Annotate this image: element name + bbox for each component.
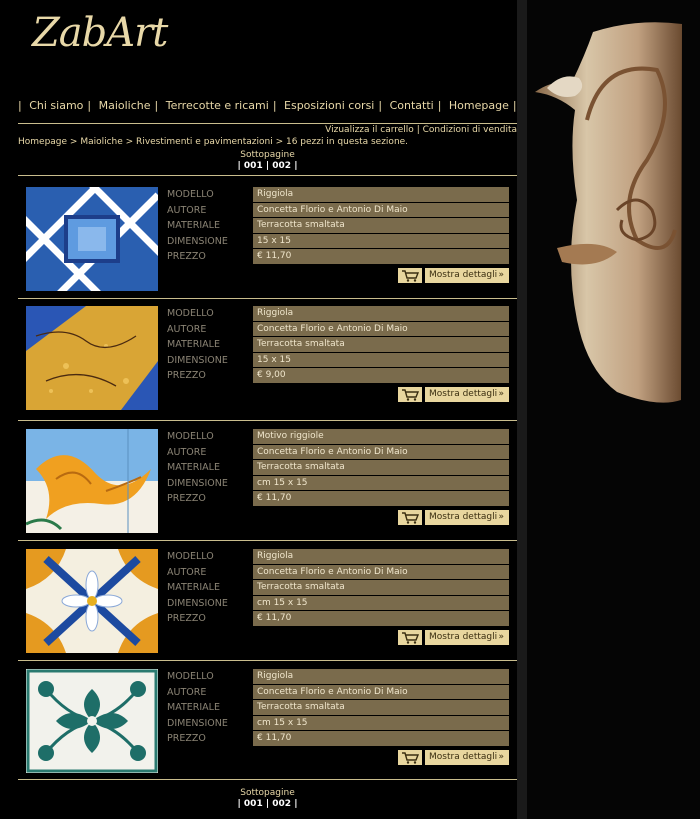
product-actions bbox=[398, 268, 509, 283]
product-actions bbox=[398, 630, 509, 645]
product-image[interactable] bbox=[26, 429, 158, 533]
value-prezzo: € 9,00 bbox=[253, 368, 509, 383]
ceramic-sculpture-image bbox=[517, 0, 700, 819]
label-materiale: MATERIALE bbox=[167, 339, 220, 351]
cart-icon bbox=[398, 750, 422, 765]
page-link-002[interactable]: 002 bbox=[272, 799, 292, 809]
breadcrumb: Homepage > Maioliche > Rivestimenti e pavimentazioni > 16 pezzi in questa sezione. bbox=[18, 137, 409, 147]
field-values bbox=[253, 187, 509, 265]
product-item bbox=[26, 187, 510, 293]
divider bbox=[18, 779, 517, 780]
value-autore: Concetta Florio e Antonio Di Maio bbox=[253, 685, 509, 700]
divider bbox=[18, 420, 517, 421]
left-margin bbox=[0, 0, 18, 819]
site-logo[interactable]: ZabArt bbox=[32, 10, 168, 56]
nav-esposizioni[interactable]: Esposizioni corsi bbox=[284, 99, 375, 112]
cart-icon bbox=[398, 387, 422, 402]
product-actions bbox=[398, 387, 509, 402]
show-details-button[interactable]: Mostra dettagli » bbox=[425, 630, 509, 645]
product-image[interactable] bbox=[26, 669, 158, 773]
divider bbox=[18, 660, 517, 661]
label-autore: AUTORE bbox=[167, 686, 207, 698]
value-autore: Concetta Florio e Antonio Di Maio bbox=[253, 203, 509, 218]
cart-icon bbox=[398, 510, 422, 525]
product-item bbox=[26, 306, 510, 412]
field-values bbox=[253, 306, 509, 384]
value-prezzo: € 11,70 bbox=[253, 249, 509, 264]
value-prezzo: € 11,70 bbox=[253, 731, 509, 746]
main-content bbox=[18, 0, 517, 819]
product-item bbox=[26, 549, 510, 655]
field-labels bbox=[167, 187, 257, 265]
divider bbox=[18, 175, 517, 176]
show-details-button[interactable]: Mostra dettagli » bbox=[425, 387, 509, 402]
subpages-bottom: Sottopagine | 001 | 002 | bbox=[18, 788, 517, 810]
show-details-button[interactable]: Mostra dettagli » bbox=[425, 750, 509, 765]
field-labels bbox=[167, 549, 257, 627]
product-item bbox=[26, 429, 510, 535]
label-modello: MODELLO bbox=[167, 189, 214, 200]
value-autore: Concetta Florio e Antonio Di Maio bbox=[253, 565, 509, 580]
nav-terrecotte[interactable]: Terrecotte e ricami bbox=[165, 99, 269, 112]
cart-icon bbox=[398, 268, 422, 283]
label-materiale: MATERIALE bbox=[167, 702, 220, 714]
field-labels bbox=[167, 429, 257, 507]
label-modello: MODELLO bbox=[167, 671, 214, 682]
label-autore: AUTORE bbox=[167, 566, 207, 578]
value-autore: Concetta Florio e Antonio Di Maio bbox=[253, 445, 509, 460]
subpages-label: Sottopagine bbox=[240, 788, 295, 798]
product-actions bbox=[398, 510, 509, 525]
double-chevron-icon: » bbox=[498, 512, 504, 522]
double-chevron-icon: » bbox=[498, 389, 504, 399]
nav-chi-siamo[interactable]: Chi siamo bbox=[29, 99, 84, 112]
cart-icon bbox=[398, 630, 422, 645]
label-dimensione: DIMENSIONE bbox=[167, 477, 228, 489]
label-materiale: MATERIALE bbox=[167, 462, 220, 474]
subpages-label: Sottopagine bbox=[240, 150, 295, 160]
product-image[interactable] bbox=[26, 187, 158, 291]
utility-links: Vizualizza il carrello | Condizioni di vendita bbox=[325, 125, 517, 135]
product-item bbox=[26, 669, 510, 775]
double-chevron-icon: » bbox=[498, 752, 504, 762]
add-to-cart-button[interactable] bbox=[398, 630, 422, 645]
show-details-button[interactable]: Mostra dettagli » bbox=[425, 268, 509, 283]
label-autore: AUTORE bbox=[167, 446, 207, 458]
double-chevron-icon: » bbox=[498, 632, 504, 642]
label-prezzo: PREZZO bbox=[167, 370, 206, 382]
label-dimensione: DIMENSIONE bbox=[167, 354, 228, 366]
value-modello: Riggiola bbox=[253, 669, 509, 684]
label-modello: MODELLO bbox=[167, 431, 214, 442]
value-dimensione: 15 x 15 bbox=[253, 234, 509, 249]
value-prezzo: € 11,70 bbox=[253, 611, 509, 626]
field-values bbox=[253, 549, 509, 627]
value-modello: Riggiola bbox=[253, 187, 509, 202]
page-link-001[interactable]: 001 bbox=[243, 799, 263, 809]
main-nav: | Chi siamo | Maioliche | Terrecotte e ricami | Esposizioni corsi | Contatti | Homepage | bbox=[18, 99, 517, 112]
value-dimensione: cm 15 x 15 bbox=[253, 716, 509, 731]
label-modello: MODELLO bbox=[167, 308, 214, 319]
field-values bbox=[253, 429, 509, 507]
label-prezzo: PREZZO bbox=[167, 613, 206, 625]
label-dimensione: DIMENSIONE bbox=[167, 597, 228, 609]
add-to-cart-button[interactable] bbox=[398, 510, 422, 525]
label-materiale: MATERIALE bbox=[167, 582, 220, 594]
label-prezzo: PREZZO bbox=[167, 733, 206, 745]
value-modello: Riggiola bbox=[253, 306, 509, 321]
divider bbox=[18, 123, 517, 124]
nav-maioliche[interactable]: Maioliche bbox=[98, 99, 151, 112]
subpages-top: Sottopagine | 001 | 002 | bbox=[18, 150, 517, 172]
label-prezzo: PREZZO bbox=[167, 251, 206, 263]
label-materiale: MATERIALE bbox=[167, 220, 220, 232]
label-modello: MODELLO bbox=[167, 551, 214, 562]
decorative-ceramic-image bbox=[517, 0, 700, 819]
nav-homepage[interactable]: Homepage bbox=[448, 99, 509, 112]
product-image[interactable] bbox=[26, 549, 158, 653]
label-dimensione: DIMENSIONE bbox=[167, 235, 228, 247]
page-link-002[interactable]: 002 bbox=[272, 161, 292, 171]
field-labels bbox=[167, 306, 257, 384]
terms-link[interactable]: Condizioni di vendita bbox=[422, 125, 517, 135]
page-link-001[interactable]: 001 bbox=[243, 161, 263, 171]
label-prezzo: PREZZO bbox=[167, 493, 206, 505]
product-image[interactable] bbox=[26, 306, 158, 410]
value-dimensione: cm 15 x 15 bbox=[253, 476, 509, 491]
value-dimensione: cm 15 x 15 bbox=[253, 596, 509, 611]
add-to-cart-button[interactable] bbox=[398, 268, 422, 283]
show-details-button[interactable]: Mostra dettagli » bbox=[425, 510, 509, 525]
value-materiale: Terracotta smaltata bbox=[253, 580, 509, 595]
value-modello: Motivo riggiole bbox=[253, 429, 509, 444]
divider bbox=[18, 298, 517, 299]
value-dimensione: 15 x 15 bbox=[253, 353, 509, 368]
add-to-cart-button[interactable] bbox=[398, 387, 422, 402]
label-autore: AUTORE bbox=[167, 323, 207, 335]
field-labels bbox=[167, 669, 257, 747]
product-actions bbox=[398, 750, 509, 765]
value-materiale: Terracotta smaltata bbox=[253, 700, 509, 715]
nav-contatti[interactable]: Contatti bbox=[389, 99, 434, 112]
field-values bbox=[253, 669, 509, 747]
value-modello: Riggiola bbox=[253, 549, 509, 564]
cart-link[interactable]: Vizualizza il carrello bbox=[325, 125, 414, 135]
value-autore: Concetta Florio e Antonio Di Maio bbox=[253, 322, 509, 337]
label-autore: AUTORE bbox=[167, 204, 207, 216]
value-materiale: Terracotta smaltata bbox=[253, 218, 509, 233]
value-materiale: Terracotta smaltata bbox=[253, 337, 509, 352]
value-prezzo: € 11,70 bbox=[253, 491, 509, 506]
label-dimensione: DIMENSIONE bbox=[167, 717, 228, 729]
double-chevron-icon: » bbox=[498, 270, 504, 280]
value-materiale: Terracotta smaltata bbox=[253, 460, 509, 475]
divider bbox=[18, 540, 517, 541]
add-to-cart-button[interactable] bbox=[398, 750, 422, 765]
